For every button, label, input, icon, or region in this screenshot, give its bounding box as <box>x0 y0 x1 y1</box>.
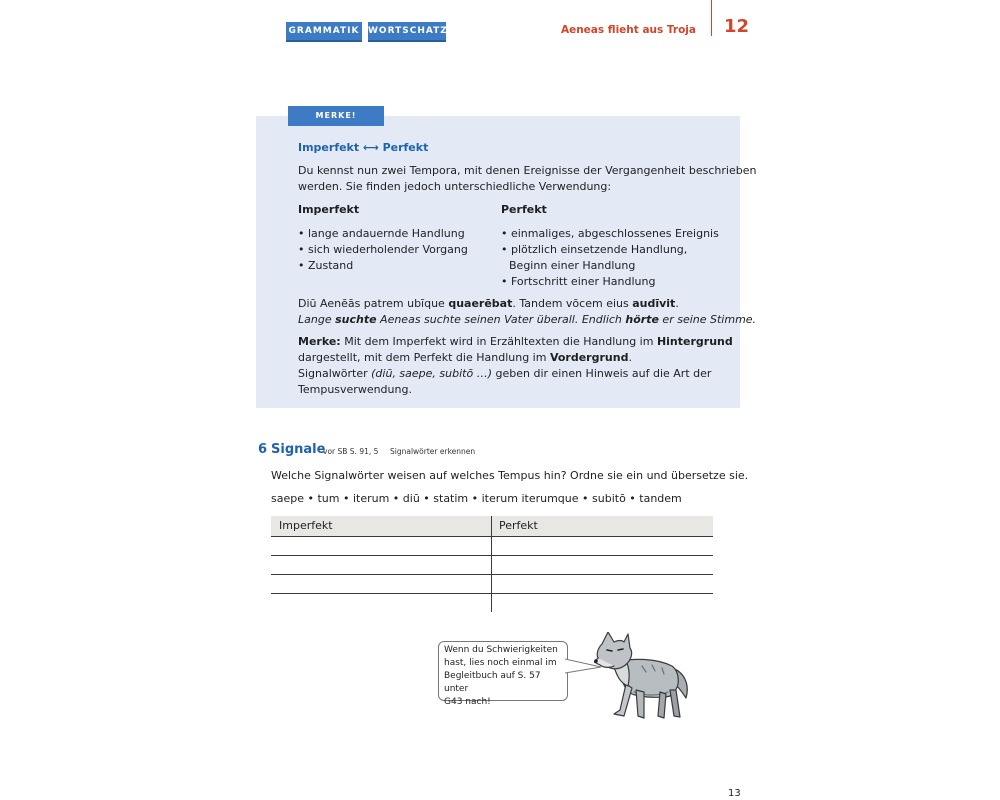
exercise-skill: Signalwörter erkennen <box>390 447 476 456</box>
chapter-divider <box>711 0 712 36</box>
perfekt-item: • Fortschritt einer Handlung <box>501 275 656 288</box>
speech-bubble-text <box>444 644 564 709</box>
german-text: Aeneas suchte seinen Vater überall. Endlich <box>376 313 626 326</box>
perfekt-item: Beginn einer Handlung <box>509 259 636 272</box>
merke-note-keyword: Hintergrund <box>656 335 733 348</box>
merke-note-text: Mit dem Imperfekt wird in Erzähltexten die Handlung im <box>340 335 657 348</box>
table-header-imperfekt: Imperfekt <box>279 519 333 532</box>
chapter-title: Aeneas flieht aus Troja <box>560 24 696 36</box>
exercise-reference: vor SB S. 91, 5 <box>323 447 379 456</box>
table-line[interactable] <box>271 593 713 594</box>
merke-intro-line2: werden. Sie finden jedoch unterschiedliche Verwendung: <box>298 180 612 193</box>
latin-example <box>298 296 679 312</box>
merke-intro-line1: Du kennst nun zwei Tempora, mit denen Ereignisse der Vergangenheit beschrieben <box>298 164 757 177</box>
latin-verb-perfekt: audīvit <box>632 297 676 310</box>
imperfekt-column-title: Imperfekt <box>298 203 360 216</box>
tag-wortschatz: WORTSCHATZ <box>368 22 446 42</box>
latin-text: . Tandem vōcem eius <box>512 297 633 310</box>
german-translation <box>298 312 756 328</box>
german-text: er seine Stimme. <box>658 313 757 326</box>
merke-note-line2 <box>298 350 632 366</box>
merke-heading: Imperfekt ⟷ Perfekt <box>298 141 429 154</box>
chapter-number: 12 <box>724 16 750 37</box>
table-header-perfekt: Perfekt <box>499 519 538 532</box>
perfekt-column-title: Perfekt <box>501 203 547 216</box>
table-line[interactable] <box>271 555 713 556</box>
merke-note-text: geben dir einen Hinweis auf die Art der <box>492 367 712 380</box>
imperfekt-item: • lange andauernde Handlung <box>298 227 465 240</box>
merke-note-keyword: Vordergrund <box>549 351 629 364</box>
imperfekt-item: • sich wiederholender Vorgang <box>298 243 468 256</box>
page-number: 13 <box>728 788 741 799</box>
latin-text: Diū Aenēās patrem ubīque <box>298 297 449 310</box>
merke-note-text: dargestellt, mit dem Perfekt die Handlung im <box>298 351 550 364</box>
table-line[interactable] <box>271 574 713 575</box>
merke-note-line4: Tempusverwendung. <box>298 383 412 396</box>
merke-note-label: Merke: <box>298 335 341 348</box>
table-header-row <box>271 516 713 536</box>
perfekt-item: • einmaliges, abgeschlossenes Ereignis <box>501 227 719 240</box>
merke-note-examples: (diū, saepe, subitō …) <box>371 367 492 380</box>
merke-note-line3 <box>298 366 711 382</box>
speech-bubble-line: G43 nach! <box>444 697 491 707</box>
merke-note-text: Signalwörter <box>298 367 372 380</box>
latin-text: . <box>675 297 679 310</box>
german-verb-imperfekt: suchte <box>335 313 377 326</box>
imperfekt-item: • Zustand <box>298 259 354 272</box>
tag-grammatik: GRAMMATIK <box>286 22 362 42</box>
merke-label: MERKE! <box>288 106 384 126</box>
merke-note-line1 <box>298 334 733 350</box>
speech-bubble-line: Begleitbuch auf S. 57 unter <box>444 671 541 694</box>
wolf-icon <box>594 632 694 724</box>
exercise-number: 6 <box>258 442 268 457</box>
signal-words: saepe • tum • iterum • diū • statim • iterum iterumque • subitō • tandem <box>271 492 682 505</box>
exercise-instruction: Welche Signalwörter weisen auf welches Tempus hin? Ordne sie ein und übersetze sie. <box>271 469 749 482</box>
speech-bubble-line: hast, lies noch einmal im <box>444 658 557 668</box>
latin-verb-imperfekt: quaerēbat <box>448 297 513 310</box>
merke-note-text: . <box>628 351 632 364</box>
speech-bubble-line: Wenn du Schwierigkeiten <box>444 645 558 655</box>
table-column-divider <box>491 516 492 612</box>
german-text: Lange <box>298 313 336 326</box>
perfekt-item: • plötzlich einsetzende Handlung, <box>501 243 688 256</box>
table-line <box>271 536 713 537</box>
german-verb-perfekt: hörte <box>625 313 659 326</box>
exercise-title: Signale <box>271 442 326 457</box>
